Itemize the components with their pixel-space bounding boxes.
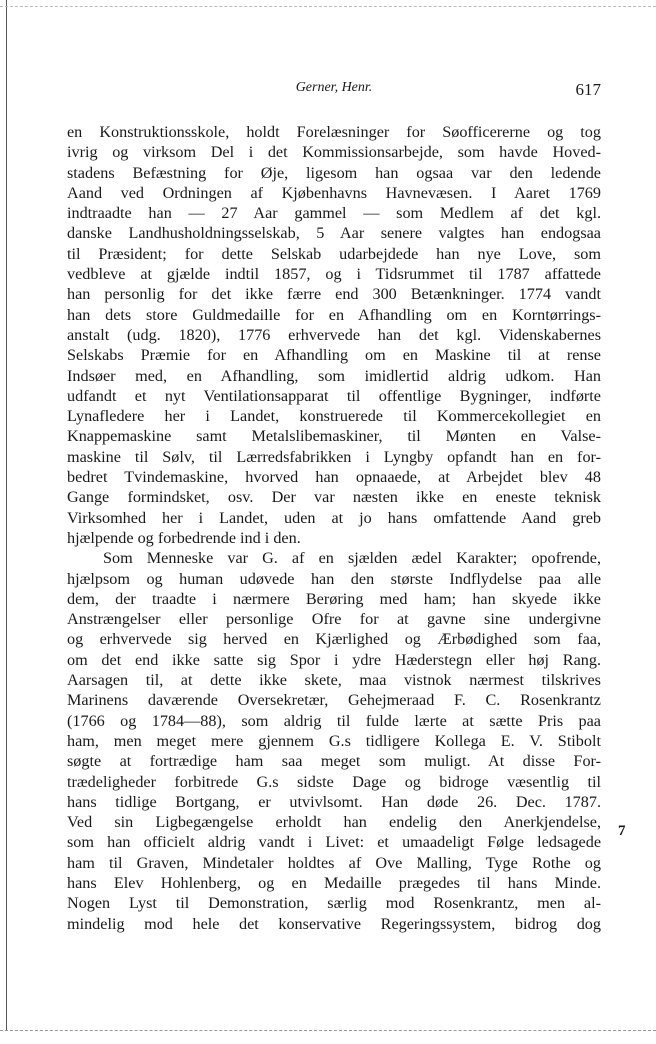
text-line: stadens Befæstning for Øje, ligesom han ogsaa var den ledende [67,163,601,182]
text-line: Indsøer med, en Afhandling, som imidlertid aldrig udkom. Han [67,366,601,385]
handwritten-correction: 7 [618,823,626,839]
text-line: Som Menneske var G. af en sjælden ædel Karakter; opofrende, [103,549,601,568]
text-line: mindelig mod hele det konservative Regeringssystem, bidrog dog [67,914,601,933]
text-line: ham, men meget mere gjennem G.s tidligere Kollega E. V. Stibolt [67,731,601,750]
page-header [67,80,601,102]
text-line: ivrig og virksom Del i det Kommissionsarbejde, som havde Hoved- [67,143,601,162]
text-line: han personlig for det ikke færre end 300 Betænkninger. 1774 vandt [67,285,601,304]
text-line: Nogen Lyst til Demonstration, særlig mod Rosenkrantz, men al- [67,894,601,913]
text-line: danske Landhusholdningsselskab, 5 Aar senere valgtes han endogsaa [67,224,601,243]
text-line: Aarsagen til, at dette ikke skete, maa vistnok nærmest tilskrives [67,671,601,690]
text-line: Gange formindsket, osv. Der var næsten ikke en eneste teknisk [67,488,601,507]
text-line: som han officielt aldrig vandt i Livet: et umaadeligt Følge ledsagede [67,833,601,852]
text-line: Lynafledere her i Landet, konstruerede til Kommercekollegiet en [67,407,601,426]
text-line: hans Elev Hohlenberg, og en Medaille prægedes til hans Minde. [67,873,601,892]
text-line: Selskabs Præmie for en Afhandling om en Maskine til at rense [67,346,601,365]
text-line: hjælpsom og human udøvede han den største Indflydelse paa alle [67,569,601,588]
text-line: Marinens daværende Oversekretær, Gehejmeraad F. C. Rosenkrantz [67,691,601,710]
text-line: anstalt (udg. 1820), 1776 erhvervede han det kgl. Videnskabernes [67,325,601,344]
text-line: Aand ved Ordningen af Kjøbenhavns Havnevæsen. I Aaret 1769 [67,183,601,202]
text-line: Knappemaskine samt Metalslibemaskiner, til Mønten en Valse- [67,427,601,446]
page-edge-line [6,0,7,1030]
running-title: Gerner, Henr. [295,80,373,95]
text-line: hjælpende og forbedrende ind i den. [67,528,301,547]
text-line: udfandt et nyt Ventilationsapparat til offentlige Bygninger, indførte [67,386,601,405]
text-line: om det end ikke satte sig Spor i ydre Hæderstegn eller høj Rang. [67,650,601,669]
top-border [0,6,656,7]
text-line: trædeligheder forbitrede G.s sidste Dage og bidroge væsentlig til [67,772,601,791]
text-line: hans tidlige Bortgang, er utvivlsomt. Han døde 26. Dec. 1787. [67,792,601,811]
text-line: og erhvervede sig herved en Kjærlighed og Ærbødighed som faa, [67,630,601,649]
text-line: maskine til Sølv, til Lærredsfabrikken i Lyngby opfandt han en for- [67,447,601,466]
text-line: indtraadte han — 27 Aar gammel — som Medlem af det kgl. [67,204,601,223]
text-line: vedbleve at gjælde indtil 1857, og i Tidsrummet til 1787 affattede [67,265,601,284]
text-line: ham til Graven, Mindetaler holdtes af Ove Malling, Tyge Rothe og [67,853,601,872]
text-line: han dets store Guldmedaille for en Afhandling om en Korntørrings- [67,305,601,324]
page-number: 617 [575,80,601,99]
bottom-border [0,1030,656,1031]
text-line: Virksomhed her i Landet, uden at jo hans omfattende Aand greb [67,508,601,527]
body-text [67,122,601,934]
text-line: en Konstruktionsskole, holdt Forelæsninger for Søofficererne og tog [67,123,601,141]
text-line: (1766 og 1784—88), som aldrig til fulde lærte at sætte Pris paa [67,711,601,730]
text-line: til Præsident; for dette Selskab udarbejdede han nye Love, som [67,244,601,263]
text-line: dem, der traadte i nærmere Berøring med ham; han skyede ikke [67,589,601,608]
text-line: Ved sin Ligbegængelse erholdt han endelig den Anerkjendelse, [67,813,601,832]
text-line: Anstrængelser eller personlige Ofre for at gavne sine undergivne [67,610,601,629]
text-line: søgte at fortrædige ham saa meget som muligt. At disse For- [67,752,601,771]
text-line: bedret Tvindemaskine, hvorved han opnaaede, at Arbejdet blev 48 [67,468,601,487]
